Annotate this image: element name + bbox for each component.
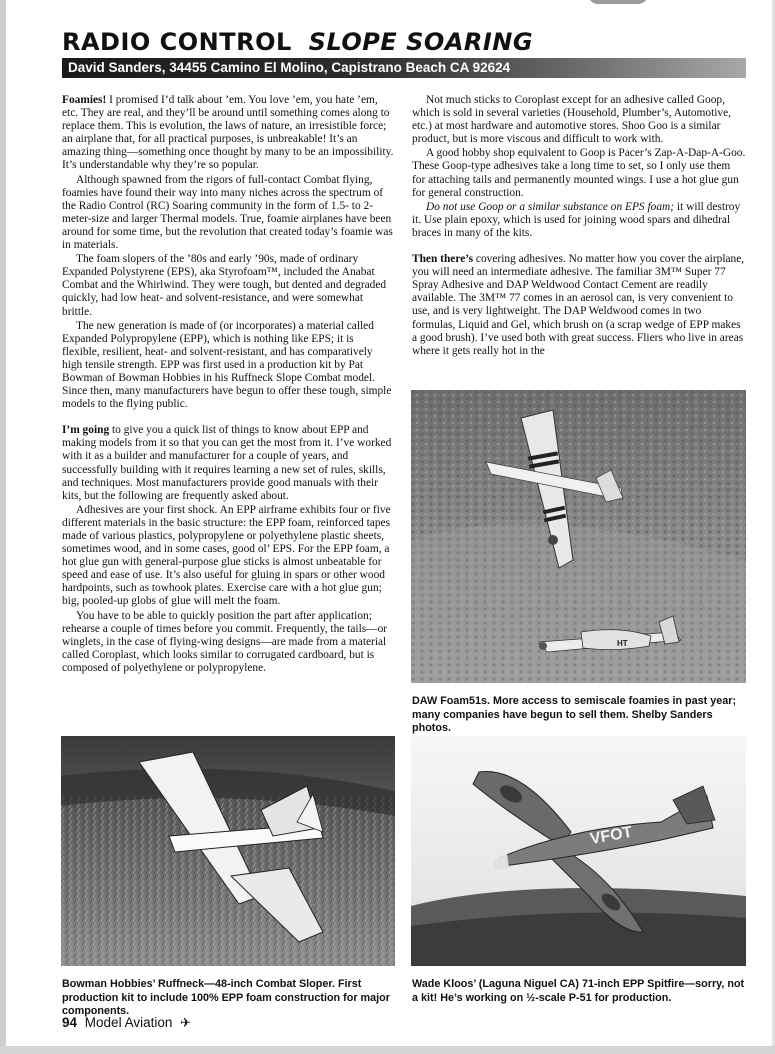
photo-ruffneck xyxy=(61,736,395,966)
paragraph: Adhesives are your first shock. An EPP airframe exhibits four or five different materials in the basic structure: the EPP foam, reinforced tapes made of various plastics, polypropylene or polyethylene plastic sheets, sometimes wood, and in some cases, good ol’ EPS. For the EPP foam, a hot glue gun with general-purpose glue sticks is almost unbeatable for speed and ease of use. It’s also useful for gluing in spars or other wood hardpoints, such as towhook plates. Exercise care with a hot glue gun; big, pooled-up globs of glue will melt the foam. xyxy=(62,503,391,608)
paragraph-lead: Foamies! xyxy=(62,94,107,106)
paragraph: Although spawned from the rigors of full-contact Combat flying, foamies have found their way into many niches across the spectrum of the Radio Control (RC) Soaring community in the form of 1.5- to 2-meter-size and larger Thermal models. True, foamie airplanes have been around for some time, but the revolution that created today’s foamie was in materials. xyxy=(62,173,393,252)
caption-spitfire: Wade Kloos’ (Laguna Niguel CA) 71-inch EPP Spitfire—sorry, not a kit! He’s working on ½-scale P-51 for production. xyxy=(412,978,745,1004)
page-edge-bottom xyxy=(0,1046,775,1054)
caption-foam51s: DAW Foam51s. More access to semiscale foamies in past year; many companies have begun to sell them. Shelby Sanders photos. xyxy=(412,695,737,734)
italic-warning: Do not use Goop or a similar substance on EPS foam; xyxy=(426,200,675,213)
paragraph xyxy=(412,201,746,240)
right-column xyxy=(412,94,746,359)
column-title xyxy=(62,28,752,56)
photo-foam51s xyxy=(411,390,746,683)
spitfire-markings: VFOT xyxy=(588,823,634,848)
binder-clip-shadow xyxy=(588,0,648,4)
photo-spitfire xyxy=(411,736,746,966)
paragraph xyxy=(62,94,394,173)
paragraph-text: it will destroy it. Use plain epoxy, which is used for joining wood spars and dihedral braces in many of the kits. xyxy=(412,200,741,239)
title-sub: SLOPE SOARING xyxy=(308,28,534,56)
author-byline: David Sanders, 34455 Camino El Molino, Capistrano Beach CA 92624 xyxy=(62,58,746,78)
paragraph xyxy=(62,424,394,503)
paragraph: A good hobby shop equivalent to Goop is Pacer’s Zap-A-Dap-A-Goo. These Goop-type adhesives take a long time to set, so I only use them for attaching tails and permanently mounted wings. I use a hot glue gun for general construction. xyxy=(412,147,746,199)
paragraph-text: covering adhesives. No matter how you cover the airplane, you will need an intermediate adhesive. The familiar 3M™ Super 77 Spray Adhesive and DAP Weldwood Contact Cement are readily available. The 3M™ 77 comes in an aerosol can, is very convenient to use, and is very lightweight. The DAP Weldwood comes in two formulas, Liquid and Gel, which brush on (a scrap wedge of EPP makes a good brush). I’ve used both with great success. Fliers who live in areas where it gets really hot in the xyxy=(412,253,745,357)
paragraph: The new generation is made of (or incorporates) a material called Expanded Polypropylene (EPP), which is nothing like EPS; it is flexible, resilient, heat- and solvent-resistant, and has comparatively high tensile strength. EPP was first used in a production kit by Pat Bowman of Bowman Hobbies in his Ruffneck Slope Combat model. Since then, many manufacturers have begun to offer these tough, simple models to the flying public. xyxy=(62,319,392,411)
mustang-photo-art xyxy=(411,390,746,683)
paragraph: You have to be able to quickly position the part after application; rehearse a couple of times before you commit. Frequently, the tails—or winglets, in the case of flying-wing designs—are made from a material called Coroplast, which looks similar to corrugated cardboard, but is composed of polyethylene or polypropylene. xyxy=(62,609,388,674)
caption-ruffneck: Bowman Hobbies’ Ruffneck—48-inch Combat Sloper. First production kit to include 100% EPP foam construction for major components. xyxy=(62,978,390,1017)
page-edge xyxy=(0,0,6,1054)
left-column xyxy=(62,94,394,676)
title-main: RADIO CONTROL xyxy=(62,28,292,56)
airplane-icon: ✈ xyxy=(180,1015,192,1030)
paragraph-lead: I’m going xyxy=(62,424,110,437)
paragraph-lead: Then there’s xyxy=(412,253,474,266)
spitfire-photo-art xyxy=(411,736,746,966)
paragraph-text: I promised I’d talk about ’em. You love ’em, you hate ’em, etc. They are real, and they’ll be around until something comes along to replace them. This is evolution, the laws of nature, an irresistible force; an airplane that, for all practical purposes, is unbreakable! It’s an amazing thing—something once thought by many to be an impossibility. It’s understandable why they’re so popular. xyxy=(62,94,394,172)
paragraph xyxy=(412,253,746,358)
mustang-markings: HT xyxy=(617,639,628,648)
magazine-name: Model Aviation xyxy=(84,1015,173,1030)
paragraph: Not much sticks to Coroplast except for an adhesive called Goop, which is sold in several varieties (Household, Plumber’s, Automotive, etc.) at most hardware and automotive stores. Shoo Goo is a similar product, but is more viscous and difficult to work with. xyxy=(412,94,731,146)
page-footer xyxy=(62,1015,191,1031)
paragraph: The foam slopers of the ’80s and early ’90s, made of ordinary Expanded Polystyrene (EPS), aka Styrofoam™, included the Anabat Combat and the Whirlwind. They were tough, but dented and degraded quickly, had low heat- and solvent-resistance, and were somewhat brittle. xyxy=(62,253,387,318)
ruffneck-photo-art xyxy=(61,736,395,966)
page-number: 94 xyxy=(62,1015,78,1030)
paragraph-text: to give you a quick list of things to know about EPP and making models from it so that you can get the most from it. I’ve worked with it as a builder and manufacturer for a couple of years, and successfully building with it requires learning a new set of rules, skills, and techniques. Most manufacturers provide good manuals with their kits, but the following are frequently asked about. xyxy=(62,424,392,502)
